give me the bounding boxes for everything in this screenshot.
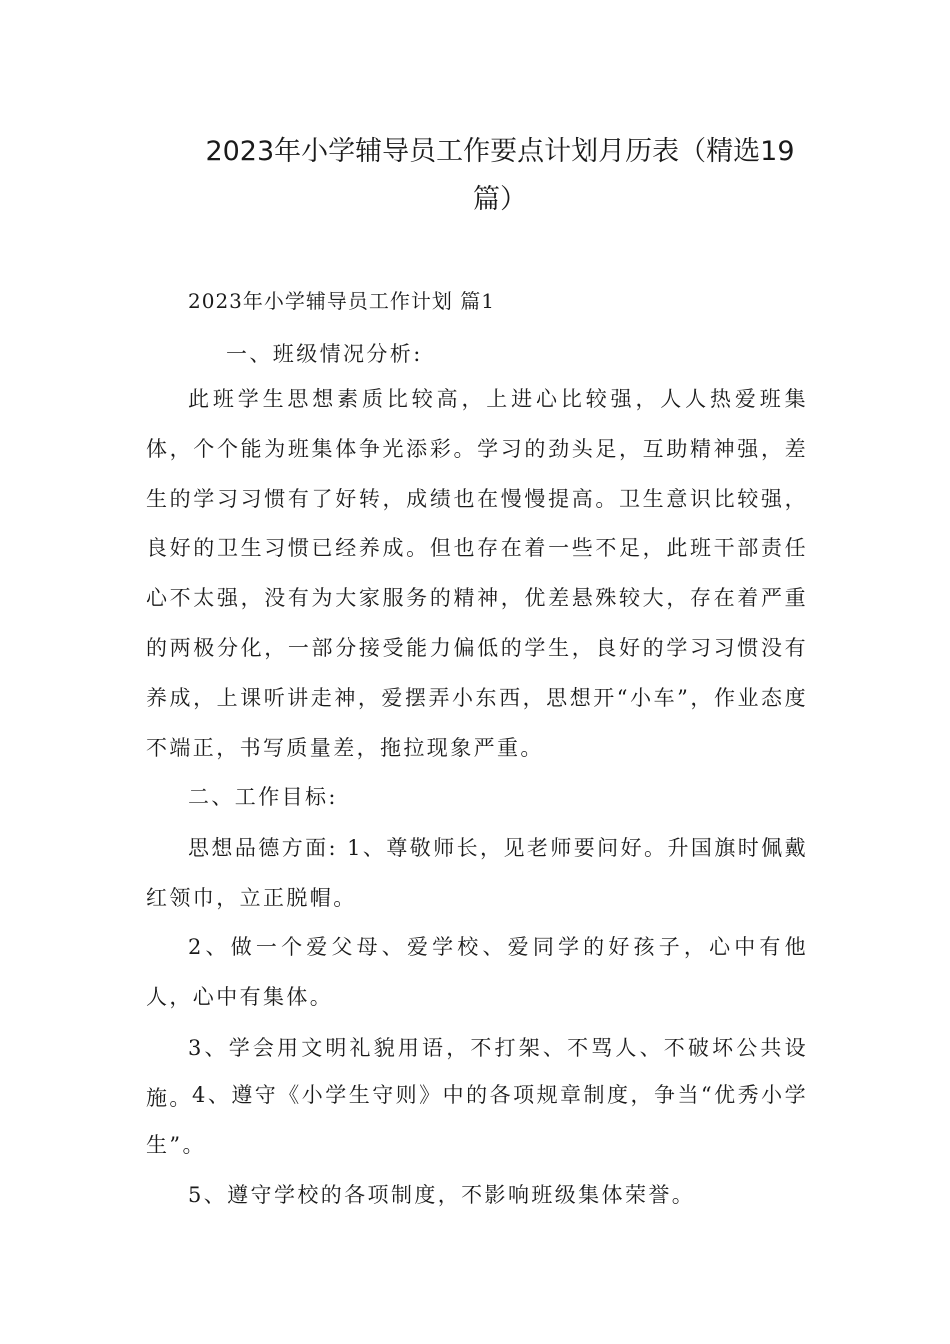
goal-item: 5、遵守学校的各项制度，不影响班级集体荣誉。	[188, 1183, 696, 1207]
document-title: 2023年小学辅导员工作要点计划月历表（精选19篇）	[205, 136, 795, 215]
class-analysis-heading: 一、班级情况分析:	[226, 342, 423, 366]
goal-item: 4、遵守《小学生守则》中的各项规章制度，争当“优秀小学生”。	[146, 1083, 808, 1157]
goal-item: 3、学会用文明礼貌用语，不打架、不骂人、不破坏公共设施。	[146, 1036, 808, 1110]
goal-item: 2、做一个爱父母、爱学校、爱同学的好孩子，心中有他人，心中有集体。	[146, 935, 808, 1009]
goals-heading: 二、工作目标:	[188, 785, 338, 809]
goal-item: 思想品德方面: 1、尊敬师长，见老师要问好。升国旗时佩戴红领巾，立正脱帽。	[146, 836, 808, 910]
section-heading: 2023年小学辅导员工作计划 篇1	[188, 289, 495, 313]
class-analysis-paragraph: 此班学生思想素质比较高，上进心比较强，人人热爱班集体，个个能为班集体争光添彩。学习的劲头足，互助精神强，差生的学习习惯有了好转，成绩也在慢慢提高。卫生意识比较强，良好的卫生习惯已经养成。但也存在着一些不足，此班干部责任心不太强，没有为大家服务的精神，优差悬殊较大，存在着严重的两极分化，一部分接受能力偏低的学生，良好的学习习惯没有养成，上课听讲走神，爱摆弄小东西，思想开“小车”，作业态度不端正，书写质量差，拖拉现象严重。	[146, 387, 808, 760]
